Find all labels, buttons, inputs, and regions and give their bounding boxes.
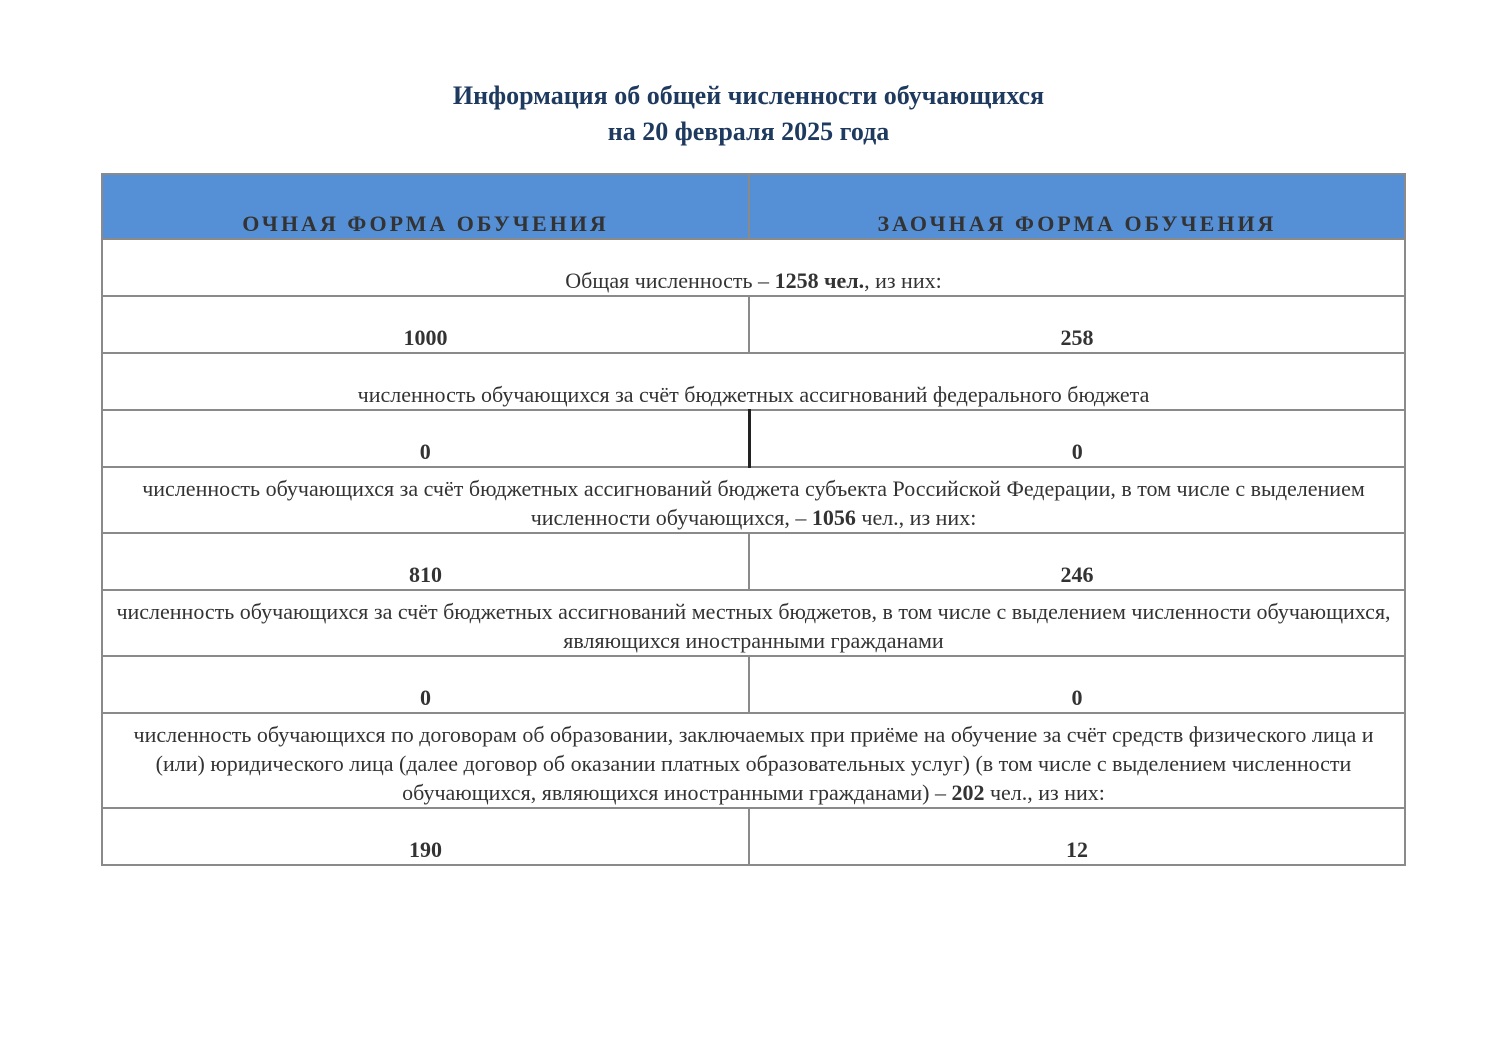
- students-table: [101, 173, 1406, 866]
- paid-part-time: 12: [749, 808, 1405, 865]
- table-row: [102, 533, 1405, 590]
- title-line-2: на 20 февраля 2025 года: [607, 117, 890, 146]
- paid-full-time: 190: [102, 808, 749, 865]
- paid-text: численность обучающихся по договорам об образовании, заключаемых при приёме на обучение за счёт средств физического лица и (или) юридического лица (далее договор об оказании платных образовательных услуг) (в том числе с выделением численности обучающихся, являющихся иностранными гражданами) –: [133, 722, 1374, 805]
- regional-value: 1056: [811, 505, 856, 530]
- header-part-time: ЗАОЧНАЯ ФОРМА ОБУЧЕНИЯ: [749, 174, 1405, 239]
- paid-label: [102, 713, 1405, 808]
- table-row: [102, 808, 1405, 865]
- table-row: [102, 656, 1405, 713]
- table-row: [102, 239, 1405, 296]
- regional-suffix: чел., из них:: [855, 505, 977, 530]
- table-row: [102, 353, 1405, 410]
- total-value: 1258 чел.: [774, 268, 865, 293]
- title-line-1: Информация об общей численности обучающихся: [452, 81, 1045, 110]
- regional-full-time: 810: [102, 533, 749, 590]
- federal-part-time: 0: [749, 410, 1405, 467]
- table-row: [102, 467, 1405, 533]
- table-row: [102, 590, 1405, 656]
- table-row: [102, 713, 1405, 808]
- total-prefix: Общая численность –: [565, 268, 775, 293]
- regional-text: численность обучающихся за счёт бюджетных ассигнований бюджета субъекта Российской Федерации, в том числе с выделением численности обучающихся, –: [142, 476, 1365, 530]
- local-part-time: 0: [749, 656, 1405, 713]
- table-row: [102, 296, 1405, 353]
- total-part-time: 258: [749, 296, 1405, 353]
- federal-full-time: 0: [102, 410, 749, 467]
- total-label: [102, 239, 1405, 296]
- table-header-row: [102, 174, 1405, 239]
- local-label: численность обучающихся за счёт бюджетных ассигнований местных бюджетов, в том числе с выделением численности обучающихся, являющихся иностранными гражданами: [102, 590, 1405, 656]
- local-full-time: 0: [102, 656, 749, 713]
- total-suffix: , из них:: [864, 268, 942, 293]
- regional-label: [102, 467, 1405, 533]
- page-title: [0, 78, 1497, 150]
- federal-label: численность обучающихся за счёт бюджетных ассигнований федерального бюджета: [102, 353, 1405, 410]
- regional-part-time: 246: [749, 533, 1405, 590]
- table-row: [102, 410, 1405, 467]
- paid-suffix: чел., из них:: [984, 780, 1105, 805]
- paid-value: 202: [951, 780, 985, 805]
- header-full-time: ОЧНАЯ ФОРМА ОБУЧЕНИЯ: [102, 174, 749, 239]
- total-full-time: 1000: [102, 296, 749, 353]
